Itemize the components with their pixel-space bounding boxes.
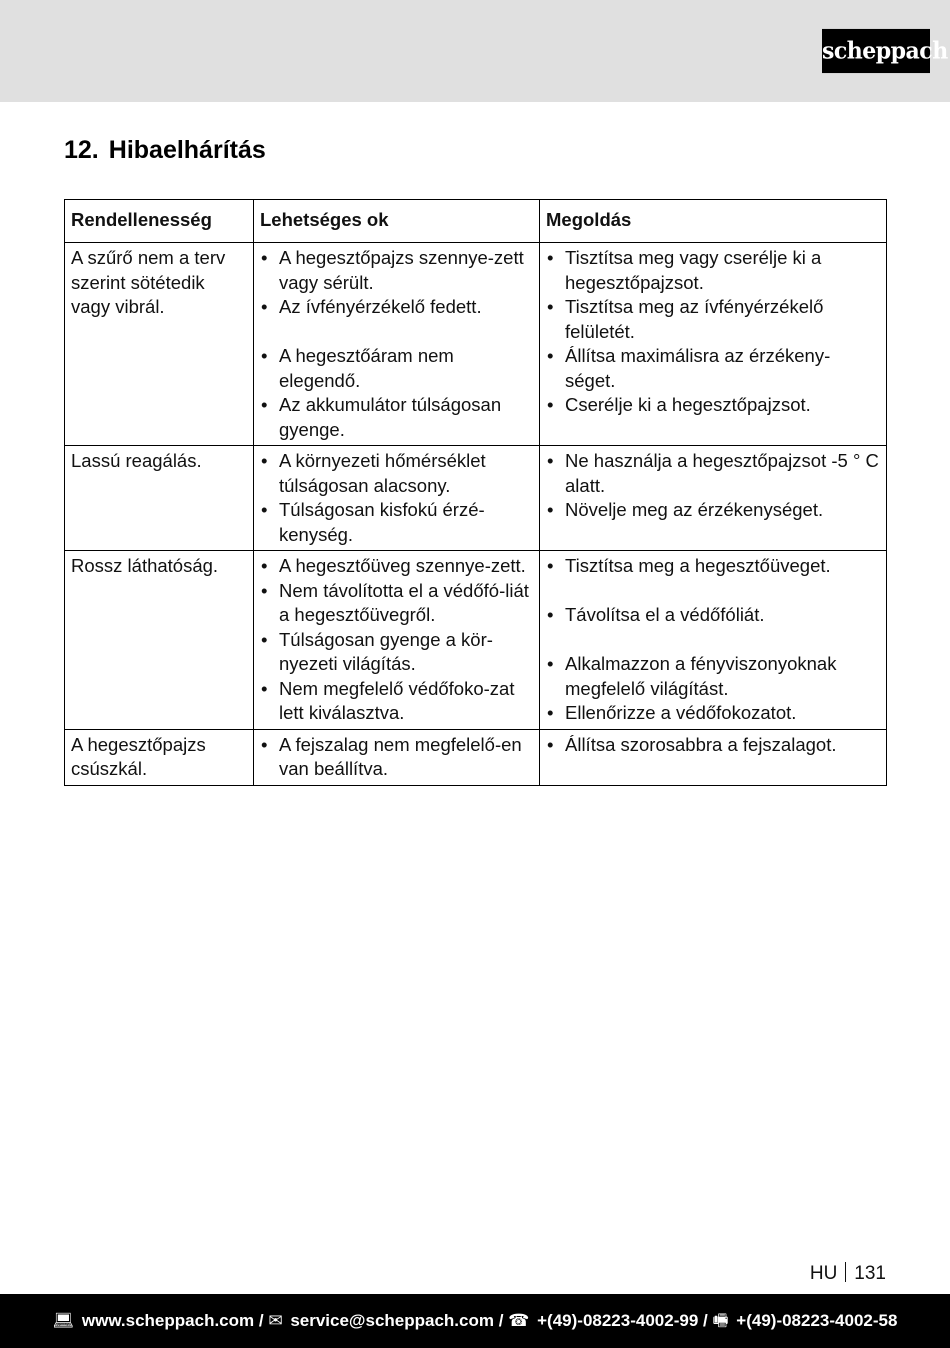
solution-item: • Cserélje ki a hegesztőpajzsot. (546, 393, 880, 418)
troubleshooting-table (64, 199, 887, 786)
solution-item: • Tisztítsa meg a hegesztőüveget. (546, 554, 880, 579)
causes-cell (254, 729, 540, 785)
table-row (65, 243, 887, 446)
footer-separator: / (703, 1311, 708, 1330)
causes-cell (254, 551, 540, 730)
scheppach-logo: scheppach (822, 29, 930, 73)
page-language: HU (809, 1263, 838, 1284)
header-causes: Lehetséges ok (254, 200, 540, 243)
causes-cell (254, 243, 540, 446)
solution-item: • Állítsa maximálisra az érzékeny-séget. (546, 344, 880, 393)
solution-item: • Tisztítsa meg vagy cserélje ki a hegesztőpajzsot. (546, 246, 880, 295)
footer-website[interactable]: www.scheppach.com (81, 1311, 255, 1330)
problem-cell: A hegesztőpajzs csúszkál. (65, 729, 254, 785)
cause-item: • Túlságosan gyenge a kör-nyezeti világítás. (260, 628, 533, 677)
telephone-icon: ☎︎ (508, 1311, 530, 1330)
solution-item: • Ne használja a hegesztőpajzsot -5 ° C alatt. (546, 449, 880, 498)
table-header-row (65, 200, 887, 243)
problem-cell: A szűrő nem a terv szerint sötétedik vagy vibrál. (65, 243, 254, 446)
envelope-icon: ✉︎ (268, 1311, 283, 1330)
footer-phone[interactable]: +(49)-08223-4002-99 (537, 1311, 699, 1330)
cause-item: • A környezeti hőmérséklet túlságosan alacsony. (260, 449, 533, 498)
cause-item: • Az ívfényérzékelő fedett. (260, 295, 533, 320)
cause-item: • A hegesztőüveg szennye-zett. (260, 554, 533, 579)
section-number: 12. (64, 136, 99, 164)
footer-fax: +(49)-08223-4002-58 (736, 1311, 898, 1330)
solution-item: • Alkalmazzon a fényviszonyoknak megfelelő világítást. (546, 652, 880, 701)
header-problem: Rendellenesség (65, 200, 254, 243)
solution-item: • Ellenőrizze a védőfokozatot. (546, 701, 880, 726)
footer-email[interactable]: service@scheppach.com (290, 1311, 494, 1330)
solution-item: • Állítsa szorosabbra a fejszalagot. (546, 733, 880, 758)
footer-separator: / (498, 1311, 504, 1330)
header-solutions: Megoldás (540, 200, 887, 243)
solutions-cell (540, 446, 887, 551)
solutions-cell (540, 243, 887, 446)
cause-item: • Az akkumulátor túlságosan gyenge. (260, 393, 533, 442)
page-number-value: 131 (854, 1263, 886, 1284)
fax-icon: 🖷︎ (712, 1311, 729, 1330)
solutions-cell (540, 729, 887, 785)
causes-cell (254, 446, 540, 551)
solution-item: • Tisztítsa meg az ívfényérzékelő felületét. (546, 295, 880, 344)
table-row (65, 446, 887, 551)
cause-item: • A hegesztőpajzs szennye-zett vagy sérült. (260, 246, 533, 295)
header-band (0, 0, 950, 102)
section-heading (64, 136, 266, 165)
solution-item: • Távolítsa el a védőfóliát. (546, 603, 880, 628)
contact-footer (0, 1294, 950, 1348)
footer-separator: / (258, 1311, 264, 1330)
table-row (65, 729, 887, 785)
cause-item: • A hegesztőáram nem elegendő. (260, 344, 533, 393)
cause-item: • Nem távolította el a védőfó-liát a hegesztőüvegről. (260, 579, 533, 628)
solutions-cell (540, 551, 887, 730)
problem-cell: Lassú reagálás. (65, 446, 254, 551)
section-title: Hibaelhárítás (108, 136, 266, 164)
cause-item: • Túlságosan kisfokú érzé-kenység. (260, 498, 533, 547)
cause-item: • Nem megfelelő védőfoko-zat lett kiválasztva. (260, 677, 533, 726)
computer-icon: 💻︎ (52, 1311, 75, 1330)
table-row (65, 551, 887, 730)
page-divider (845, 1262, 846, 1282)
page-number (810, 1262, 886, 1285)
solution-item: • Növelje meg az érzékenységet. (546, 498, 880, 523)
cause-item: • A fejszalag nem megfelelő-en van beállítva. (260, 733, 533, 782)
problem-cell: Rossz láthatóság. (65, 551, 254, 730)
